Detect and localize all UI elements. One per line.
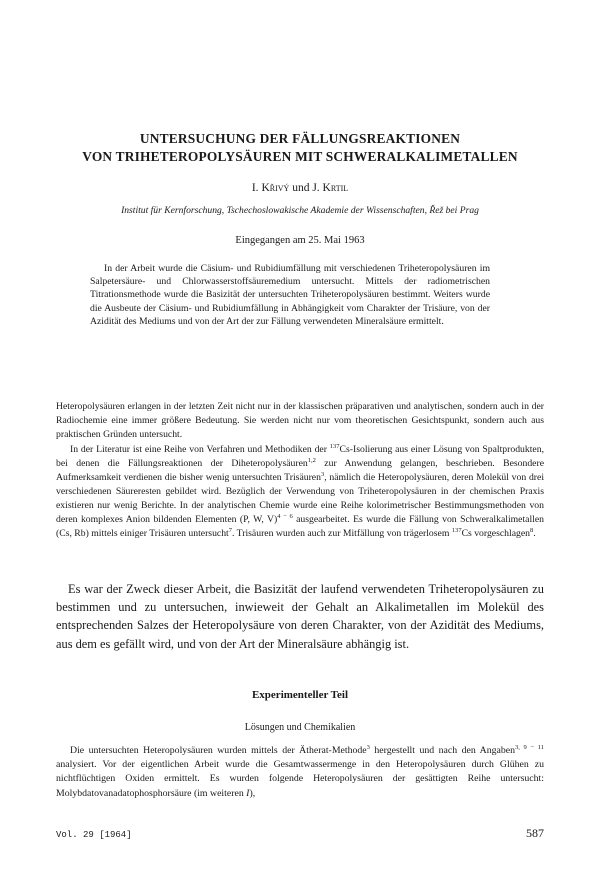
article-title xyxy=(40,130,560,166)
methods-paragraph xyxy=(56,744,544,801)
title-line-2: VON TRIHETEROPOLYSÄUREN MIT SCHWERALKALIMETALLEN xyxy=(82,149,518,164)
intro-paragraph-1: Heteropolysäuren erlangen in der letzten Zeit nicht nur in der klassischen präparativen und analytischen, sondern auch in der Radiochemie eine immer größere Bedeutung. Sie werden nicht nur vom theoretischen Gesichtspunkt, sondern auch aus praktischen Gründen untersucht. xyxy=(56,401,544,440)
text-run: Die untersuchten Heteropolysäuren wurden mittels der Ätherat-Methode xyxy=(70,745,367,756)
text-run: In der Literatur ist eine Reihe von Verfahren und Methodiken der xyxy=(70,444,330,455)
text-run: hergestellt und nach den Angaben xyxy=(369,745,516,756)
authors xyxy=(0,182,600,194)
text-run: analysiert. Vor der eigentlichen Arbeit wurde die Gesamtwassermenge in den Heteropolysäuren durch Glühen zu nichtflüchtigen Oxiden ermittelt. Es wurden folgende Heteropolysäuren der gesättigten Reihe untersucht: Molybdatovanadatophosphorsäure (im weiteren xyxy=(56,759,544,799)
section-heading: Experimenteller Teil xyxy=(251,689,349,701)
reference-superscript: 3, 9 − 11 xyxy=(515,744,544,751)
reference-superscript: 7 xyxy=(228,527,232,534)
author-1-name: Křivý xyxy=(261,182,290,194)
text-run: ausgearbeitet. Es wurde die Fällung von Schweralkalimetallen (Cs, Rb) mittels einiger Trisäuren untersucht xyxy=(56,514,544,539)
compound-label: I xyxy=(246,787,250,799)
introduction xyxy=(56,400,544,542)
text-run: Cs vorgeschlagen xyxy=(461,528,530,539)
aim-statement xyxy=(56,580,544,653)
reference-superscript: 4 − 6 xyxy=(277,513,293,520)
reference-superscript: 3 xyxy=(366,744,370,751)
author-1-initial: I. xyxy=(251,182,262,194)
text-run: Cs-Isolierung aus einer Lösung von Spaltprodukten, bei denen die Fällungsreaktionen der Diheteropolysäuren xyxy=(56,444,545,469)
abstract-text: In der Arbeit wurde die Cäsium- und Rubidiumfällung mit verschiedenen Triheteropolysäuren im Salpetersäure- und Chlorwasserstoffsäuremedium untersucht. Mittels der radiometrischen Titrationsmethode wurde die Basizität der untersuchten Triheteropolysäuren bestimmt. Weiters wurde die Ausbeute der Cäsium- und Rubidiumfällung in Abhängigkeit vom Charakter der Trisäure, von der Azidität des Mediums und von der Art der zur Fällung verwendeten Mineralsäure ermittelt. xyxy=(90,263,490,327)
text-run: ), xyxy=(249,787,256,799)
reference-superscript: 3 xyxy=(320,471,325,478)
methods xyxy=(56,744,544,801)
superscript: 137 xyxy=(451,527,462,534)
received-date: Eingegangen am 25. Mai 1963 xyxy=(235,235,365,246)
reference-superscript: 8 xyxy=(530,527,534,534)
author-2-initial: J. xyxy=(312,182,323,194)
page-number: 587 xyxy=(526,826,544,840)
text-run: . xyxy=(533,528,536,539)
abstract xyxy=(90,262,490,328)
text-run: zur Anwendung gelangen, beschrieben. Besondere Aufmerksamkeit verdienen die bisher wenig untersuchten Trisäuren xyxy=(56,458,544,483)
text-run: , nämlich die Heteropolysäuren, deren Molekül von drei verschiedenen Säureresten gebildet wird. Bezüglich der Verwendung von Triheteropolysäuren in der chemischen Praxis existieren nur wenig Berichte. In der analytischen Chemie wurde eine Reihe kolorimetrischer Bestimmungsmethoden von deren komplexes Anion bildenden Elementen (P, W, V) xyxy=(56,472,545,525)
journal-volume: Vol. 29 [1964] xyxy=(56,830,132,840)
aim-text: Es war der Zweck dieser Arbeit, die Basizität der laufend verwendeten Triheteropolysäuren zu bestimmen und zu untersuchen, inwieweit der Gehalt an Alkalimetallen im Molekül des entsprechenden Salzes der Heteropolysäure von deren Charakter, von der Azidität des Mediums, aus dem es gefällt wird, und von der Art der Mineralsäure abhängig ist. xyxy=(56,582,544,651)
authors-conjunction: und xyxy=(289,182,313,194)
institute: Institut für Kernforschung, Tschechoslowakische Akademie der Wissenschaften, Řež bei Prag xyxy=(121,205,479,216)
reference-superscript: 1,2 xyxy=(307,457,316,464)
title-line-1: UNTERSUCHUNG DER FÄLLUNGSREAKTIONEN xyxy=(139,131,461,146)
subsection-heading: Lösungen und Chemikalien xyxy=(244,722,356,733)
superscript: 137 xyxy=(329,443,340,450)
text-run: . Trisäuren wurden auch zur Mitfällung von trägerlosem xyxy=(232,528,452,539)
intro-paragraph-2 xyxy=(56,443,544,541)
author-2-name: Krtil xyxy=(322,182,349,194)
